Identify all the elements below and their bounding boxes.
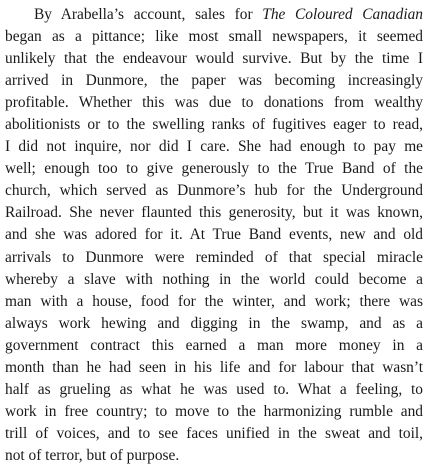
text-line: [5, 379, 423, 401]
text-segment: and she was adored for it. At True Band events, new and old: [5, 226, 423, 244]
text-line: [5, 291, 423, 313]
text-segment: I did not inquire, nor did I care. She had enough to pay me: [5, 138, 423, 156]
text-segment: half as grueling as what he was used to. What a feeling, to: [5, 380, 423, 398]
text-segment: unlikely that the endeavour would survive. But by the time I: [5, 50, 423, 68]
text-line: [5, 357, 423, 379]
text-line: [5, 70, 423, 92]
body-paragraph: [5, 4, 423, 467]
text-line: [5, 180, 423, 202]
text-segment: church, which served as Dunmore’s hub for the Underground: [5, 182, 423, 200]
text-segment: always work hewing and digging in the swamp, and as a: [5, 314, 423, 332]
text-segment: month than he had seen in his life and for labour that wasn’t: [5, 358, 423, 376]
text-line: [5, 4, 423, 26]
text-line: [5, 445, 423, 467]
text-line: [5, 401, 423, 423]
text-line: [5, 423, 423, 445]
text-line: [5, 26, 423, 48]
text-segment: not of terror, but of purpose.: [5, 446, 180, 464]
text-line: [5, 313, 423, 335]
text-line: [5, 158, 423, 180]
text-line: [5, 269, 423, 291]
text-line: [5, 92, 423, 114]
text-segment: work in free country; to move to the harmonizing rumble and: [5, 402, 423, 420]
text-segment: arrived in Dunmore, the paper was becoming increasingly: [5, 72, 423, 90]
text-segment: man with a house, food for the winter, and work; there was: [5, 292, 423, 310]
text-line: [5, 114, 423, 136]
text-segment: began as a pittance; like most small newspapers, it seemed: [5, 28, 423, 46]
text-segment: Railroad. She never flaunted this generosity, but it was known,: [5, 204, 423, 222]
text-line: [5, 202, 423, 224]
text-segment: whereby a slave with nothing in the world could become a: [5, 270, 423, 288]
text-segment: trill of voices, and to see faces unified in the sweat and toil,: [5, 424, 423, 442]
text-line: [5, 48, 423, 70]
book-title: The Coloured Canadian: [262, 6, 423, 23]
document-page: [5, 4, 423, 467]
text-segment: By Arabella’s account, sales for: [34, 6, 263, 23]
text-line: [5, 136, 423, 158]
text-line: [5, 335, 423, 357]
text-segment: well; enough too to give generously to the True Band of the: [5, 160, 423, 178]
text-segment: abolitionists or to the swelling ranks of fugitives eager to read,: [5, 116, 423, 134]
text-line: [5, 247, 423, 269]
text-segment: arrivals to Dunmore were reminded of that special miracle: [5, 248, 423, 266]
text-line: [5, 224, 423, 246]
text-segment: profitable. Whether this was due to donations from wealthy: [5, 94, 423, 112]
text-segment: government contract this earned a man more money in a: [5, 336, 423, 354]
